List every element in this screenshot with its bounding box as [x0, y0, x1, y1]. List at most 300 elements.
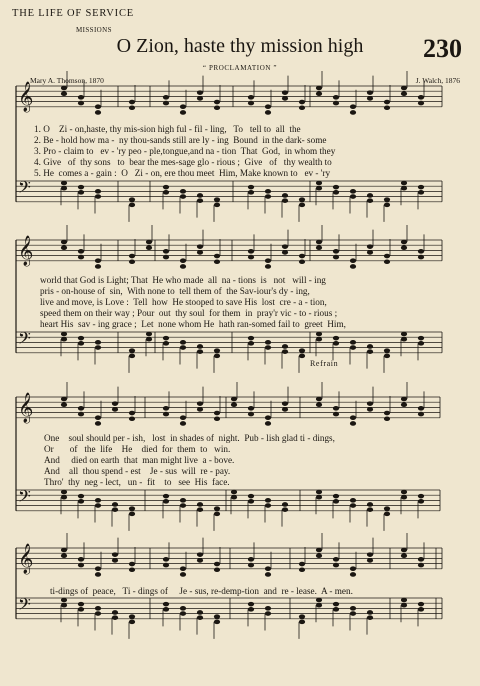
note-head — [214, 100, 220, 105]
subsection-heading: MISSIONS — [76, 26, 112, 34]
note-head — [129, 562, 135, 567]
note-head — [384, 354, 390, 359]
lyric-line: live and move, is Love : Tell how He stooped to save His lost cre - a - tion, — [40, 297, 327, 307]
note-head — [299, 562, 305, 567]
note-head — [78, 563, 84, 568]
note-head — [231, 397, 237, 402]
note-head — [299, 354, 305, 359]
note-head — [367, 407, 373, 412]
note-head — [129, 354, 135, 359]
note-head — [248, 607, 254, 612]
note-head — [367, 558, 373, 563]
note-head — [316, 495, 322, 500]
note-head — [333, 494, 339, 499]
note-head — [265, 566, 271, 571]
note-head — [401, 402, 407, 407]
note-head — [265, 194, 271, 199]
note-head — [367, 610, 373, 615]
note-head — [248, 602, 254, 607]
treble-clef: 𝄞 — [18, 82, 34, 112]
note-head — [350, 498, 356, 503]
note-head — [129, 105, 135, 110]
note-head — [129, 197, 135, 202]
note-head — [197, 507, 203, 512]
note-head — [384, 259, 390, 264]
note-head — [333, 412, 339, 417]
treble-clef: 𝄞 — [18, 236, 34, 266]
note-head — [401, 186, 407, 191]
note-head — [401, 553, 407, 558]
note-head — [61, 548, 67, 553]
note-head — [333, 499, 339, 504]
note-head — [333, 557, 339, 562]
note-head — [214, 562, 220, 567]
note-head — [163, 412, 169, 417]
note-head — [350, 415, 356, 420]
note-head — [129, 506, 135, 511]
note-head — [333, 336, 339, 341]
note-head — [384, 105, 390, 110]
note-head — [299, 197, 305, 202]
note-head — [95, 110, 101, 115]
note-head — [214, 506, 220, 511]
note-head — [316, 86, 322, 91]
note-head — [146, 337, 152, 342]
note-head — [333, 95, 339, 100]
note-head — [197, 344, 203, 349]
note-head — [78, 185, 84, 190]
note-head — [282, 244, 288, 249]
note-head — [180, 498, 186, 503]
note-head — [214, 197, 220, 202]
note-head — [367, 90, 373, 95]
note-head — [197, 96, 203, 101]
note-head — [61, 91, 67, 96]
note-head — [180, 264, 186, 269]
note-head — [299, 348, 305, 353]
note-head — [418, 406, 424, 411]
note-head — [180, 189, 186, 194]
note-head — [61, 553, 67, 558]
note-head — [316, 397, 322, 402]
note-head — [299, 203, 305, 208]
note-head — [163, 499, 169, 504]
note-head — [333, 406, 339, 411]
lyric-line: 4. Give of thy sons to bear the mes-sage glo - rious ; Give of thy wealth to — [34, 157, 332, 167]
note-head — [316, 598, 322, 603]
note-head — [214, 416, 220, 421]
note-head — [197, 250, 203, 255]
note-head — [282, 344, 288, 349]
note-head — [350, 194, 356, 199]
note-head — [401, 91, 407, 96]
note-head — [129, 100, 135, 105]
note-head — [112, 407, 118, 412]
note-head — [197, 502, 203, 507]
lyric-line: 5. He comes a - gain : O Zi - on, ere thou meet Him, Make known to ev - 'ry — [34, 168, 331, 178]
note-head — [146, 240, 152, 245]
note-head — [401, 181, 407, 186]
note-head — [248, 190, 254, 195]
lyric-line: ti-dings of peace, Ti - dings of Je - sus, re-demp-tion and re - lease. A - men. — [50, 586, 353, 596]
note-head — [180, 572, 186, 577]
note-head — [401, 332, 407, 337]
note-head — [163, 406, 169, 411]
note-head — [384, 416, 390, 421]
note-head — [197, 193, 203, 198]
note-head — [282, 407, 288, 412]
note-head — [163, 563, 169, 568]
note-head — [384, 411, 390, 416]
note-head — [350, 258, 356, 263]
note-head — [333, 341, 339, 346]
note-head — [265, 415, 271, 420]
note-head — [61, 332, 67, 337]
note-head — [350, 345, 356, 350]
note-head — [61, 86, 67, 91]
note-head — [384, 254, 390, 259]
note-head — [214, 259, 220, 264]
note-head — [316, 603, 322, 608]
note-head — [214, 348, 220, 353]
note-head — [61, 490, 67, 495]
note-head — [197, 90, 203, 95]
note-head — [112, 615, 118, 620]
note-head — [248, 499, 254, 504]
note-head — [129, 259, 135, 264]
note-head — [197, 198, 203, 203]
note-head — [61, 397, 67, 402]
note-head — [163, 602, 169, 607]
note-head — [367, 507, 373, 512]
refrain-label: Refrain — [310, 359, 339, 368]
note-head — [265, 264, 271, 269]
note-head — [299, 614, 305, 619]
note-head — [180, 606, 186, 611]
note-head — [197, 244, 203, 249]
note-head — [384, 348, 390, 353]
note-head — [95, 340, 101, 345]
note-head — [418, 190, 424, 195]
note-head — [78, 412, 84, 417]
note-head — [129, 567, 135, 572]
lyric-line: heart His sav - ing grace ; Let none whom He hath ran-somed fail to greet Him, — [40, 319, 346, 329]
note-head — [78, 336, 84, 341]
note-head — [333, 602, 339, 607]
note-head — [401, 86, 407, 91]
composer-credit: J. Walch, 1876 — [415, 76, 460, 85]
note-head — [350, 189, 356, 194]
note-head — [129, 348, 135, 353]
note-head — [299, 254, 305, 259]
hymn-number: 230 — [423, 34, 462, 63]
note-head — [401, 598, 407, 603]
note-head — [418, 494, 424, 499]
treble-clef: 𝄞 — [18, 544, 34, 574]
note-head — [367, 502, 373, 507]
note-head — [418, 336, 424, 341]
note-head — [163, 190, 169, 195]
note-head — [112, 610, 118, 615]
note-head — [248, 95, 254, 100]
note-head — [214, 105, 220, 110]
note-head — [350, 264, 356, 269]
note-head — [61, 186, 67, 191]
note-head — [95, 421, 101, 426]
note-head — [282, 90, 288, 95]
bass-clef: 𝄢 — [18, 486, 31, 510]
note-head — [180, 194, 186, 199]
note-head — [163, 607, 169, 612]
note-head — [112, 558, 118, 563]
note-head — [197, 401, 203, 406]
note-head — [112, 552, 118, 557]
note-head — [78, 190, 84, 195]
note-head — [180, 340, 186, 345]
note-head — [231, 490, 237, 495]
note-head — [129, 620, 135, 625]
note-head — [180, 611, 186, 616]
note-head — [282, 349, 288, 354]
note-head — [316, 402, 322, 407]
note-head — [333, 563, 339, 568]
note-head — [316, 240, 322, 245]
note-head — [418, 341, 424, 346]
note-head — [129, 203, 135, 208]
note-head — [95, 498, 101, 503]
note-head — [367, 96, 373, 101]
lyric-line: And died on earth that man might live a - bove. — [44, 455, 235, 465]
note-head — [350, 611, 356, 616]
note-head — [248, 255, 254, 260]
note-head — [78, 406, 84, 411]
lyric-line: One soul should per - ish, lost in shades of night. Pub - lish glad ti - dings, — [44, 433, 335, 443]
note-head — [163, 185, 169, 190]
note-head — [401, 397, 407, 402]
lyric-line: And all thou spend - est Je - sus will re - pay. — [44, 466, 231, 476]
note-head — [180, 566, 186, 571]
note-head — [248, 249, 254, 254]
note-head — [180, 258, 186, 263]
note-head — [95, 264, 101, 269]
note-head — [384, 197, 390, 202]
note-head — [265, 110, 271, 115]
note-head — [214, 614, 220, 619]
note-head — [333, 185, 339, 190]
note-head — [350, 572, 356, 577]
lyric-line: Thro' thy neg - lect, un - fit to see His face. — [44, 477, 230, 487]
note-head — [248, 185, 254, 190]
note-head — [248, 341, 254, 346]
note-head — [316, 553, 322, 558]
note-head — [78, 101, 84, 106]
note-head — [214, 354, 220, 359]
note-head — [78, 95, 84, 100]
note-head — [265, 345, 271, 350]
note-head — [384, 203, 390, 208]
note-head — [197, 615, 203, 620]
treble-clef: 𝄞 — [18, 393, 34, 423]
note-head — [163, 249, 169, 254]
note-head — [248, 412, 254, 417]
note-head — [418, 95, 424, 100]
note-head — [316, 186, 322, 191]
note-head — [401, 603, 407, 608]
note-head — [282, 96, 288, 101]
note-head — [129, 411, 135, 416]
section-heading: THE LIFE OF SERVICE — [12, 8, 134, 19]
note-head — [146, 245, 152, 250]
note-head — [163, 557, 169, 562]
note-head — [112, 507, 118, 512]
note-head — [367, 349, 373, 354]
bass-clef: 𝄢 — [18, 177, 31, 201]
note-head — [214, 411, 220, 416]
note-head — [78, 557, 84, 562]
note-head — [197, 558, 203, 563]
note-head — [61, 598, 67, 603]
bass-clef: 𝄢 — [18, 594, 31, 618]
note-head — [163, 101, 169, 106]
note-head — [350, 503, 356, 508]
note-head — [248, 563, 254, 568]
note-head — [197, 610, 203, 615]
note-head — [163, 336, 169, 341]
note-head — [350, 421, 356, 426]
note-head — [299, 620, 305, 625]
note-head — [214, 620, 220, 625]
note-head — [265, 340, 271, 345]
note-head — [401, 245, 407, 250]
note-head — [112, 502, 118, 507]
note-head — [180, 503, 186, 508]
note-head — [61, 240, 67, 245]
note-head — [61, 495, 67, 500]
lyric-line: Or of the life He died for them to win. — [44, 444, 231, 454]
note-head — [95, 415, 101, 420]
note-head — [231, 402, 237, 407]
note-head — [78, 602, 84, 607]
note-head — [350, 340, 356, 345]
note-head — [78, 249, 84, 254]
note-head — [163, 95, 169, 100]
note-head — [129, 614, 135, 619]
lyric-line: pris - on-house of sin, With none to tell them of the Sav-iour's dy - ing, — [40, 286, 310, 296]
note-head — [265, 606, 271, 611]
note-head — [367, 615, 373, 620]
note-head — [367, 250, 373, 255]
note-head — [316, 548, 322, 553]
note-head — [248, 101, 254, 106]
note-head — [180, 110, 186, 115]
note-head — [418, 249, 424, 254]
note-head — [384, 506, 390, 511]
note-head — [282, 502, 288, 507]
note-head — [214, 512, 220, 517]
note-head — [350, 566, 356, 571]
note-head — [78, 255, 84, 260]
lyric-line: 3. Pro - claim to ev - 'ry peo - ple,tongue,and na - tion That God, in whom they — [34, 146, 336, 156]
note-head — [95, 258, 101, 263]
note-head — [78, 499, 84, 504]
lyric-line: 1. O Zi - on,haste, thy mis-sion high ful - fil - ling, To tell to all the — [34, 124, 301, 134]
note-head — [265, 258, 271, 263]
note-head — [112, 401, 118, 406]
note-head — [316, 91, 322, 96]
note-head — [316, 337, 322, 342]
note-head — [265, 104, 271, 109]
note-head — [180, 415, 186, 420]
note-head — [401, 337, 407, 342]
note-head — [401, 495, 407, 500]
note-head — [350, 110, 356, 115]
note-head — [78, 494, 84, 499]
note-head — [367, 344, 373, 349]
note-head — [129, 512, 135, 517]
note-head — [248, 557, 254, 562]
note-head — [384, 512, 390, 517]
tune-name: “ PROCLAMATION ” — [202, 64, 278, 72]
note-head — [282, 401, 288, 406]
note-head — [350, 104, 356, 109]
note-head — [418, 412, 424, 417]
note-head — [95, 611, 101, 616]
note-head — [418, 185, 424, 190]
note-head — [367, 193, 373, 198]
note-head — [95, 503, 101, 508]
note-head — [95, 194, 101, 199]
note-head — [197, 349, 203, 354]
note-head — [214, 203, 220, 208]
lyric-line: speed them on their way ; Pour out thy soul for them in pray'r vic - to - rious ; — [40, 308, 338, 318]
note-head — [78, 607, 84, 612]
note-head — [265, 189, 271, 194]
note-head — [299, 100, 305, 105]
note-head — [146, 332, 152, 337]
note-head — [299, 259, 305, 264]
note-head — [163, 341, 169, 346]
note-head — [265, 572, 271, 577]
note-head — [299, 567, 305, 572]
note-head — [333, 101, 339, 106]
note-head — [282, 507, 288, 512]
note-head — [333, 249, 339, 254]
note-head — [418, 499, 424, 504]
note-head — [282, 250, 288, 255]
note-head — [248, 406, 254, 411]
note-head — [95, 104, 101, 109]
note-head — [61, 337, 67, 342]
note-head — [95, 566, 101, 571]
note-head — [95, 189, 101, 194]
lyric-line: 2. Be - hold how ma - ny thou-sands still are ly - ing Bound in the dark- some — [34, 135, 327, 145]
note-head — [384, 100, 390, 105]
note-head — [350, 606, 356, 611]
note-head — [299, 105, 305, 110]
note-head — [333, 607, 339, 612]
note-head — [265, 421, 271, 426]
note-head — [197, 407, 203, 412]
note-head — [248, 494, 254, 499]
note-head — [180, 104, 186, 109]
note-head — [316, 245, 322, 250]
note-head — [333, 190, 339, 195]
hymn-title: O Zion, haste thy mission high — [116, 35, 364, 57]
note-head — [61, 603, 67, 608]
note-head — [316, 332, 322, 337]
note-head — [367, 244, 373, 249]
note-head — [367, 198, 373, 203]
